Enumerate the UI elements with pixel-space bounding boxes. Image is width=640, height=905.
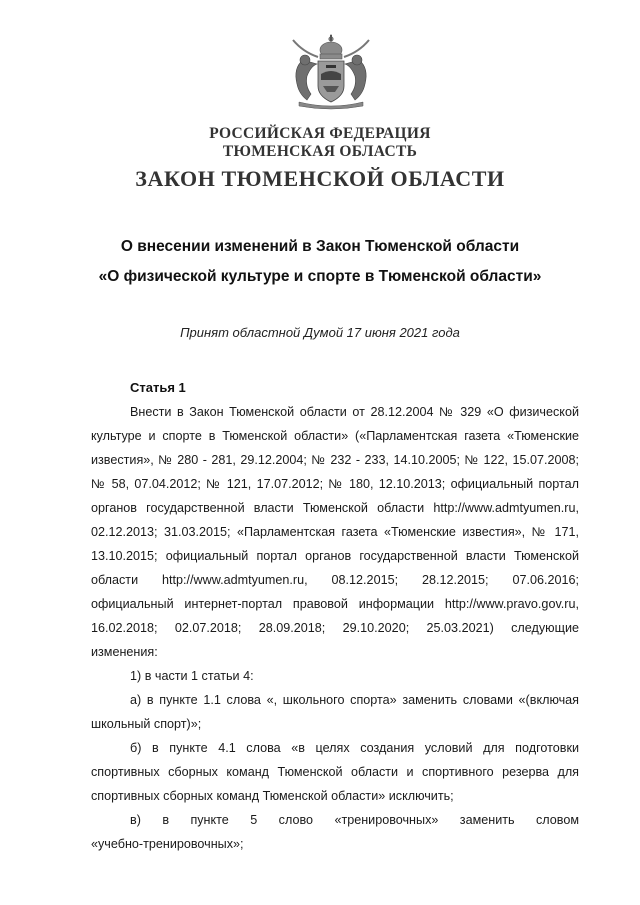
body-line: спортивных сборных команд Тюменской области и спортивного резерва для [91, 765, 579, 779]
body-line: культуре и спорте в Тюменской области» («Парламентская газета «Тюменские [91, 429, 579, 443]
body-line: области http://www.admtyumen.ru, 08.12.2015; 28.12.2015; 07.06.2016; [91, 573, 579, 587]
list-item: в) в пункте 5 слово «тренировочных» заменить словом [130, 813, 579, 827]
body-line: Внести в Закон Тюменской области от 28.12.2004 № 329 «О физической [130, 405, 579, 419]
body-line: органов государственной власти Тюменской области http://www.admtyumen.ru, [91, 501, 579, 515]
list-item: б) в пункте 4.1 слова «в целях создания условий для подготовки [130, 741, 579, 755]
country-heading: РОССИЙСКАЯ ФЕДЕРАЦИЯ [209, 125, 431, 142]
body-line: № 58, 07.04.2012; № 121, 17.07.2012; № 180, 12.10.2013; официальный портал [91, 477, 579, 491]
body-line: школьный спорт)»; [91, 717, 202, 731]
adoption-date: Принят областной Думой 17 июня 2021 года [180, 325, 460, 340]
coat-of-arms-icon [285, 30, 377, 112]
body-line: изменения: [91, 645, 158, 659]
article-heading: Статья 1 [130, 380, 186, 395]
document-title-line-1: О внесении изменений в Закон Тюменской области [120, 238, 520, 255]
list-item: а) в пункте 1.1 слова «, школьного спорта» заменить словами «(включая [130, 693, 579, 707]
law-type-heading: ЗАКОН ТЮМЕНСКОЙ ОБЛАСТИ [135, 166, 505, 191]
body-line: 13.10.2015; официальный портал органов государственной власти Тюменской [91, 549, 579, 563]
document-title-line-2: «О физической культуре и спорте в Тюменской области» [98, 268, 542, 285]
body-line: 02.12.2013; 31.03.2015; «Парламентская газета «Тюменские известия», № 171, [91, 525, 579, 539]
body-line: известия», № 280 - 281, 29.12.2004; № 232 - 233, 14.10.2005; № 122, 15.07.2008; [91, 453, 579, 467]
body-line: «учебно-тренировочных»; [91, 837, 244, 851]
body-line: 16.02.2018; 02.07.2018; 28.09.2018; 29.10.2020; 25.03.2021) следующие [91, 621, 579, 635]
list-item: 1) в части 1 статьи 4: [130, 669, 254, 683]
body-line: спортивных сборных команд Тюменской области» исключить; [91, 789, 454, 803]
body-line: официальный интернет-портал правовой информации http://www.pravo.gov.ru, [91, 597, 579, 611]
region-heading: ТЮМЕНСКАЯ ОБЛАСТЬ [222, 143, 418, 160]
